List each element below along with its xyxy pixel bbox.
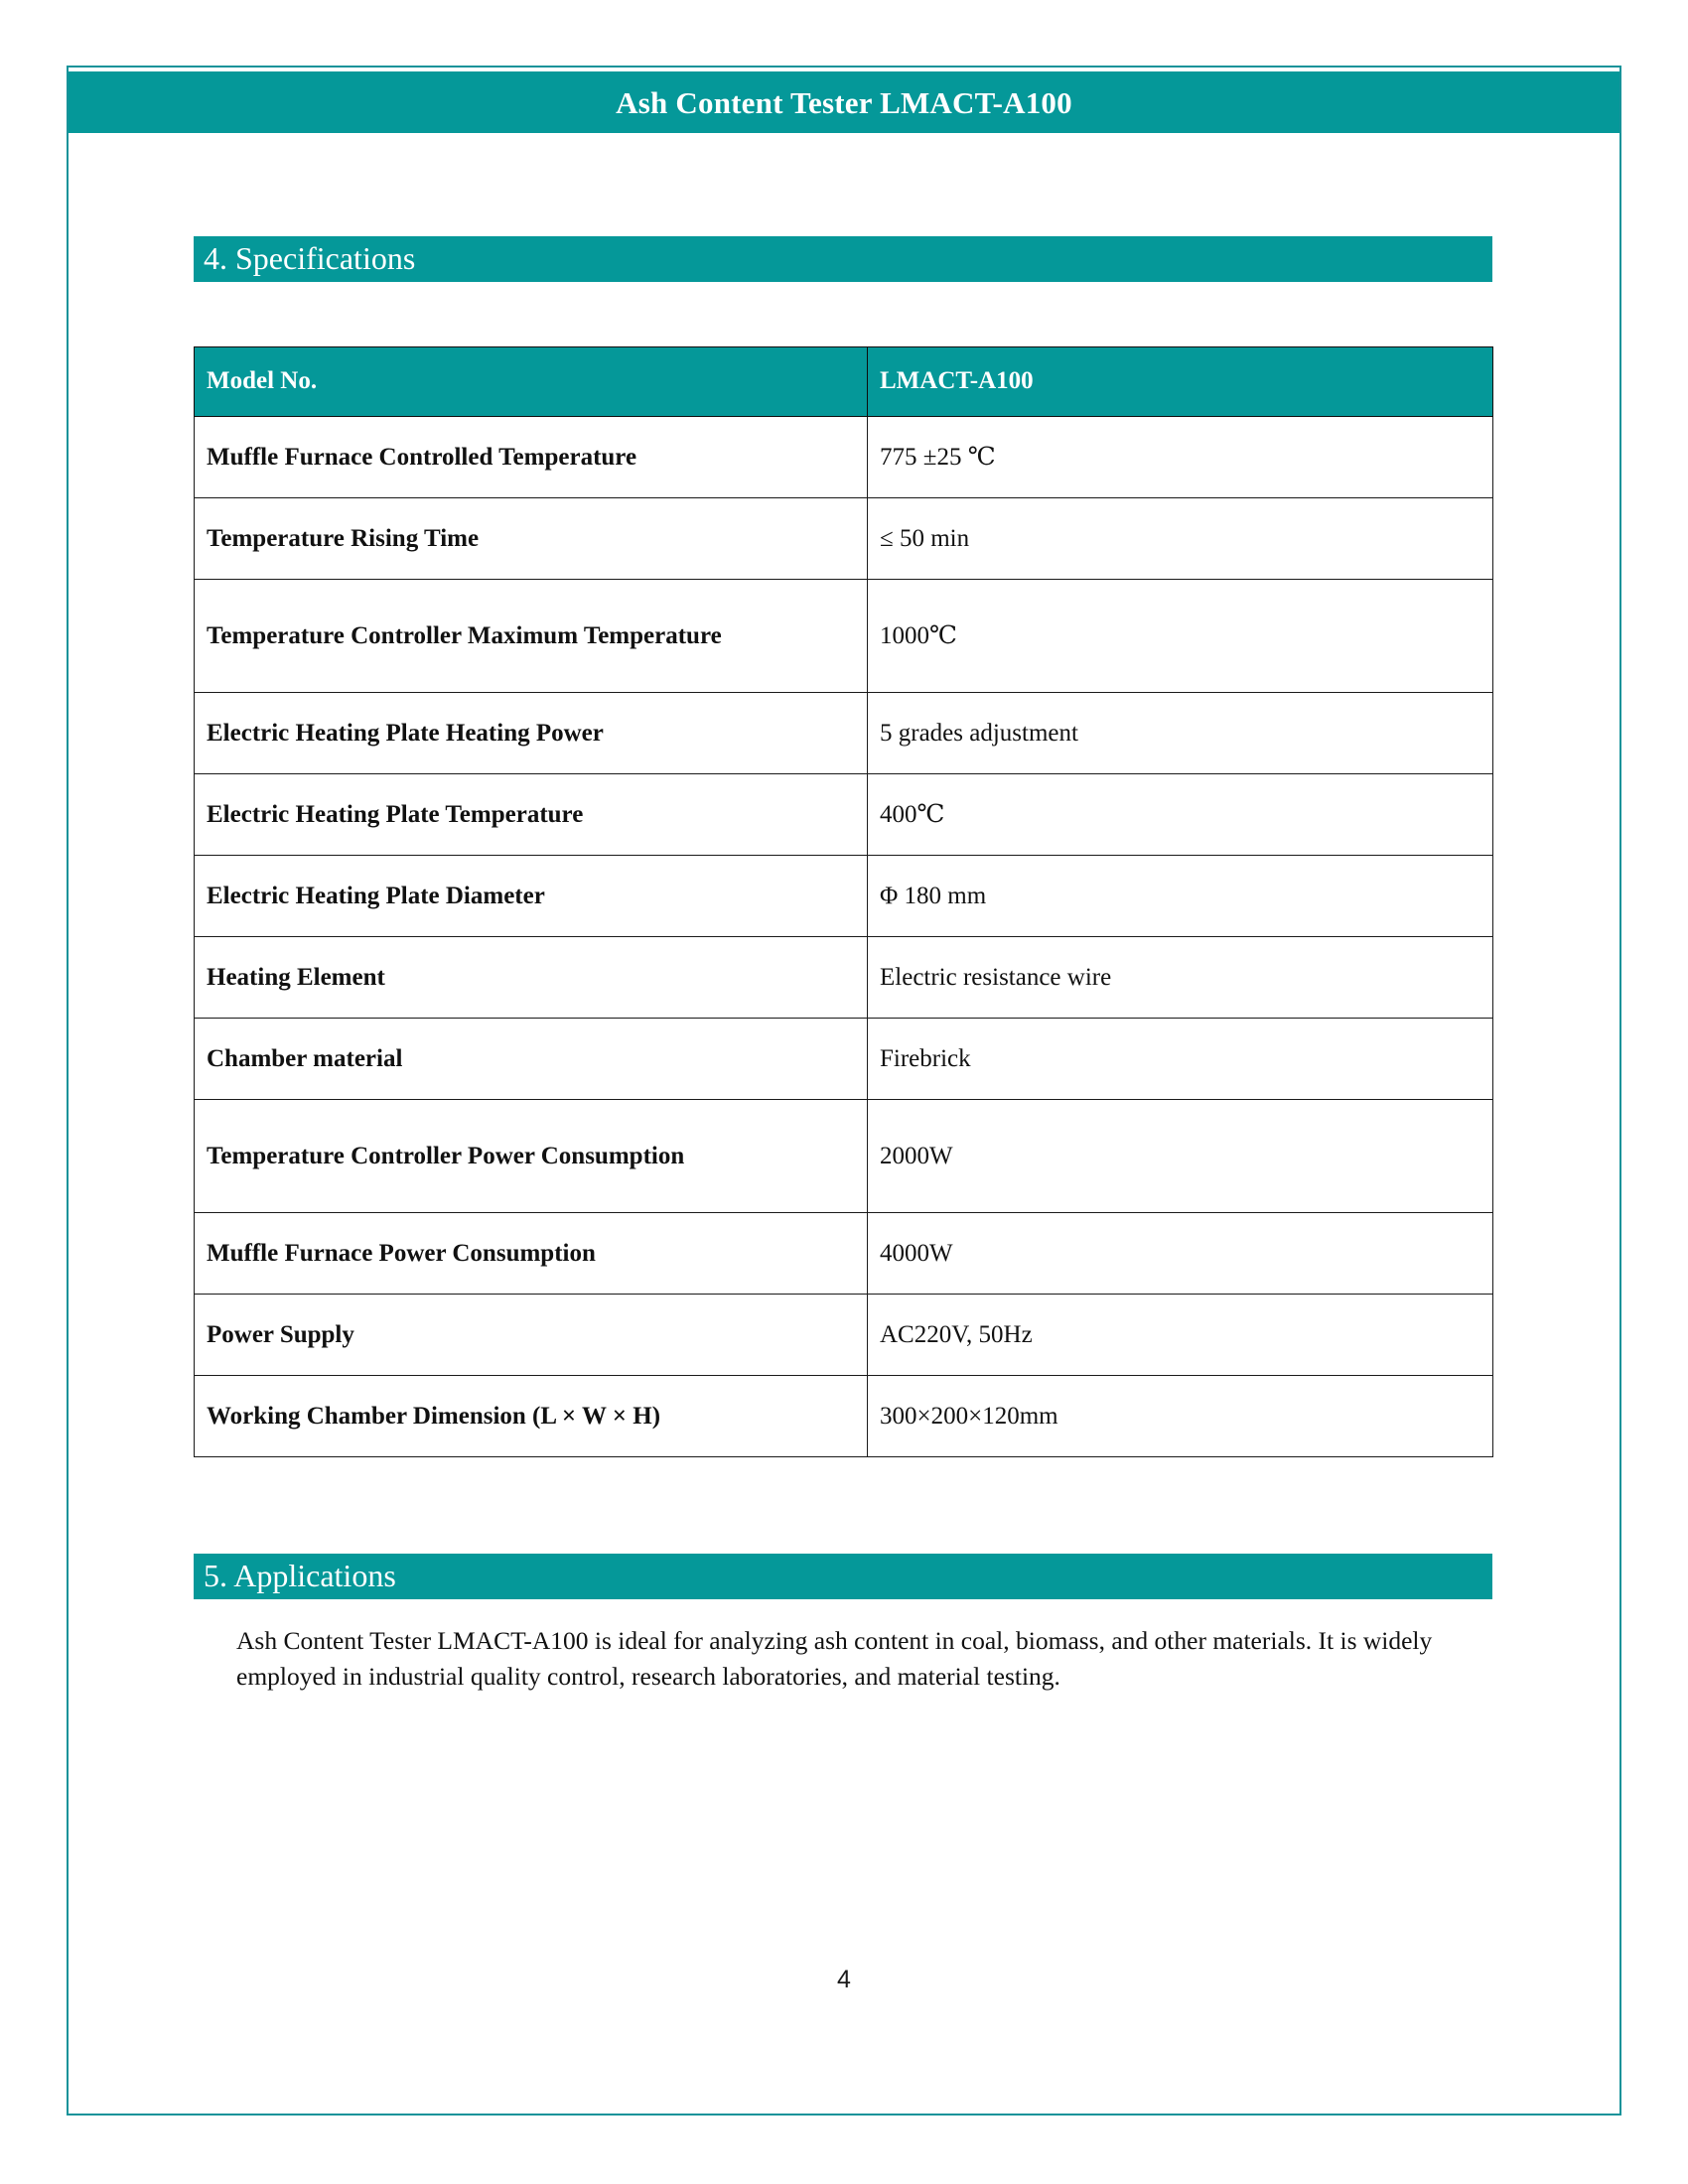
table-cell-label: Electric Heating Plate Diameter: [195, 856, 868, 937]
table-cell-label: Temperature Rising Time: [195, 498, 868, 580]
table-row: [195, 1019, 1493, 1100]
table-cell-label: Heating Element: [195, 937, 868, 1019]
table-row: [195, 1213, 1493, 1295]
table-cell-value: Electric resistance wire: [868, 937, 1493, 1019]
document-header-banner: [69, 71, 1619, 133]
table-row: [195, 1100, 1493, 1213]
table-cell-value: 300×200×120mm: [868, 1376, 1493, 1457]
table-cell-value: Firebrick: [868, 1019, 1493, 1100]
document-header-title: Ash Content Tester LMACT-A100: [616, 84, 1072, 120]
page-number: 4: [837, 1966, 851, 1993]
table-cell-label: Electric Heating Plate Temperature: [195, 774, 868, 856]
table-cell-value: AC220V, 50Hz: [868, 1295, 1493, 1376]
table-cell-label: Muffle Furnace Controlled Temperature: [195, 417, 868, 498]
table-cell-label: Chamber material: [195, 1019, 868, 1100]
section-heading-specifications: [194, 236, 1492, 282]
table-cell-value: 775 ±25 ℃: [868, 417, 1493, 498]
section-heading-specifications-label: 4. Specifications: [204, 240, 416, 276]
table-cell-value: 5 grades adjustment: [868, 693, 1493, 774]
table-cell-label: Temperature Controller Power Consumption: [195, 1100, 868, 1213]
specifications-table-body: [195, 417, 1493, 1457]
table-row: [195, 1376, 1493, 1457]
section-heading-applications: [194, 1554, 1492, 1599]
table-row: [195, 417, 1493, 498]
table-row: [195, 498, 1493, 580]
table-header-row: [195, 347, 1493, 417]
table-row: [195, 937, 1493, 1019]
table-cell-label: Temperature Controller Maximum Temperature: [195, 580, 868, 693]
table-cell-label: Muffle Furnace Power Consumption: [195, 1213, 868, 1295]
table-row: [195, 580, 1493, 693]
table-header-cell-value: LMACT-A100: [868, 347, 1493, 417]
table-cell-label: Power Supply: [195, 1295, 868, 1376]
table-row: [195, 693, 1493, 774]
table-cell-label: Electric Heating Plate Heating Power: [195, 693, 868, 774]
table-cell-value: 2000W: [868, 1100, 1493, 1213]
table-cell-value: 400℃: [868, 774, 1493, 856]
table-cell-value: Φ 180 mm: [868, 856, 1493, 937]
table-cell-value: 4000W: [868, 1213, 1493, 1295]
specifications-table: [194, 346, 1493, 1457]
table-row: [195, 1295, 1493, 1376]
table-row: [195, 774, 1493, 856]
table-cell-value: 1000℃: [868, 580, 1493, 693]
table-cell-label: Working Chamber Dimension (L × W × H): [195, 1376, 868, 1457]
table-cell-value: ≤ 50 min: [868, 498, 1493, 580]
section-heading-applications-label: 5. Applications: [204, 1558, 396, 1593]
table-row: [195, 856, 1493, 937]
table-header-cell-label: Model No.: [195, 347, 868, 417]
applications-paragraph: Ash Content Tester LMACT-A100 is ideal for analyzing ash content in coal, biomass, and other materials. It is widely employed in industrial quality control, research laboratories, and material testing.: [236, 1626, 1433, 1692]
